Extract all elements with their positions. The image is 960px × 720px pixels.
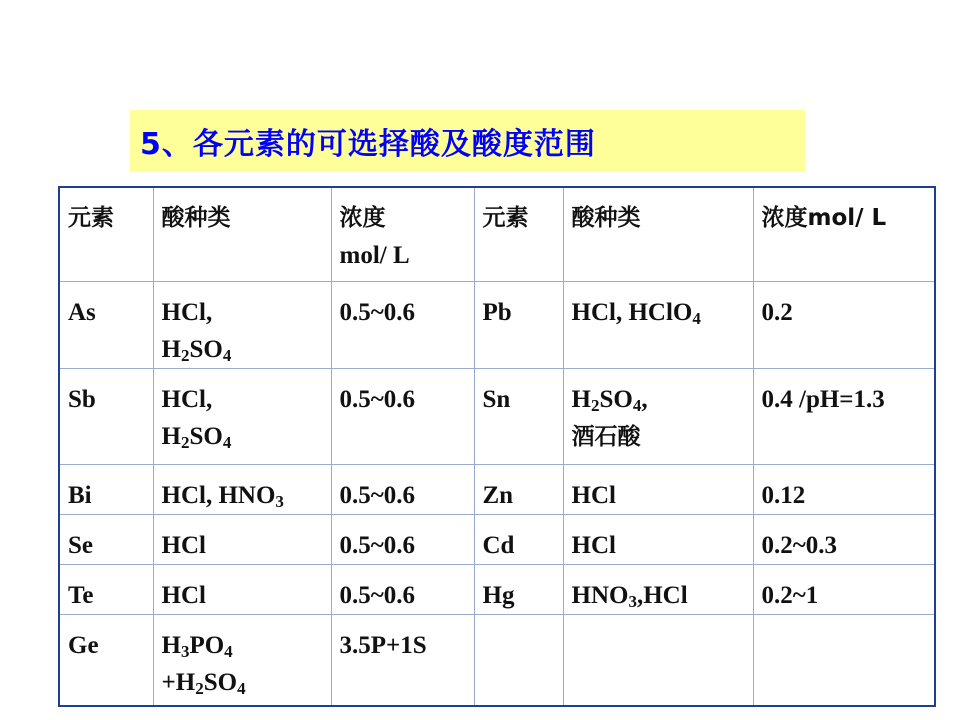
element-cell: Sn — [474, 368, 563, 464]
element-cell: Se — [59, 514, 153, 564]
header-concentration: 浓度 mol/ L — [331, 187, 474, 281]
concentration-cell — [753, 614, 935, 706]
acid-cell: HCl, $H_2SO_4$ — [153, 281, 331, 368]
concentration-cell: 0.5~0.6 — [331, 281, 474, 368]
table-header-row — [59, 187, 935, 281]
acid-cell: HCl, HClO$_4$ — [563, 281, 753, 368]
header-acid-type-2: 酸种类 — [563, 187, 753, 281]
acid-cell: HCl — [563, 464, 753, 514]
header-acid-type: 酸种类 — [153, 187, 331, 281]
acid-cell: $HNO_3,HCl$ — [563, 564, 753, 614]
concentration-cell: 0.5~0.6 — [331, 368, 474, 464]
acid-cell: HCl — [153, 514, 331, 564]
acid-cell: $H_2SO_4$, 酒石酸 — [563, 368, 753, 464]
page-title: 5、各元素的可选择酸及酸度范围 — [140, 127, 596, 162]
acid-cell: HCl, $H_2SO_4$ — [153, 368, 331, 464]
concentration-cell: 0.5~0.6 — [331, 514, 474, 564]
element-cell: Cd — [474, 514, 563, 564]
acid-table — [58, 186, 936, 707]
element-cell: Hg — [474, 564, 563, 614]
table-row — [59, 514, 935, 564]
title-banner — [130, 110, 805, 172]
element-cell: Zn — [474, 464, 563, 514]
acid-cell: HCl — [563, 514, 753, 564]
element-cell: Ge — [59, 614, 153, 706]
header-element-2: 元素 — [474, 187, 563, 281]
concentration-cell: 0.2~1 — [753, 564, 935, 614]
concentration-cell: 0.12 — [753, 464, 935, 514]
header-element: 元素 — [59, 187, 153, 281]
element-cell: Sb — [59, 368, 153, 464]
element-cell: Te — [59, 564, 153, 614]
table-row — [59, 368, 935, 464]
element-cell: As — [59, 281, 153, 368]
concentration-cell: 0.4 /pH=1.3 — [753, 368, 935, 464]
concentration-cell: 0.5~0.6 — [331, 564, 474, 614]
concentration-cell: 0.2 — [753, 281, 935, 368]
element-cell — [474, 614, 563, 706]
acid-cell: HCl — [153, 564, 331, 614]
table-row — [59, 281, 935, 368]
table-row — [59, 464, 935, 514]
concentration-cell: 0.2~0.3 — [753, 514, 935, 564]
concentration-cell: 0.5~0.6 — [331, 464, 474, 514]
header-concentration-2: 浓度mol/ L — [753, 187, 935, 281]
acid-cell — [563, 614, 753, 706]
acid-cell: $H_3PO_4$ $+H_2SO_4$ — [153, 614, 331, 706]
element-cell: Bi — [59, 464, 153, 514]
acid-cell: HCl, $HNO_3$ — [153, 464, 331, 514]
concentration-cell: 3.5P+1S — [331, 614, 474, 706]
table-row — [59, 564, 935, 614]
table-row — [59, 614, 935, 706]
element-cell: Pb — [474, 281, 563, 368]
